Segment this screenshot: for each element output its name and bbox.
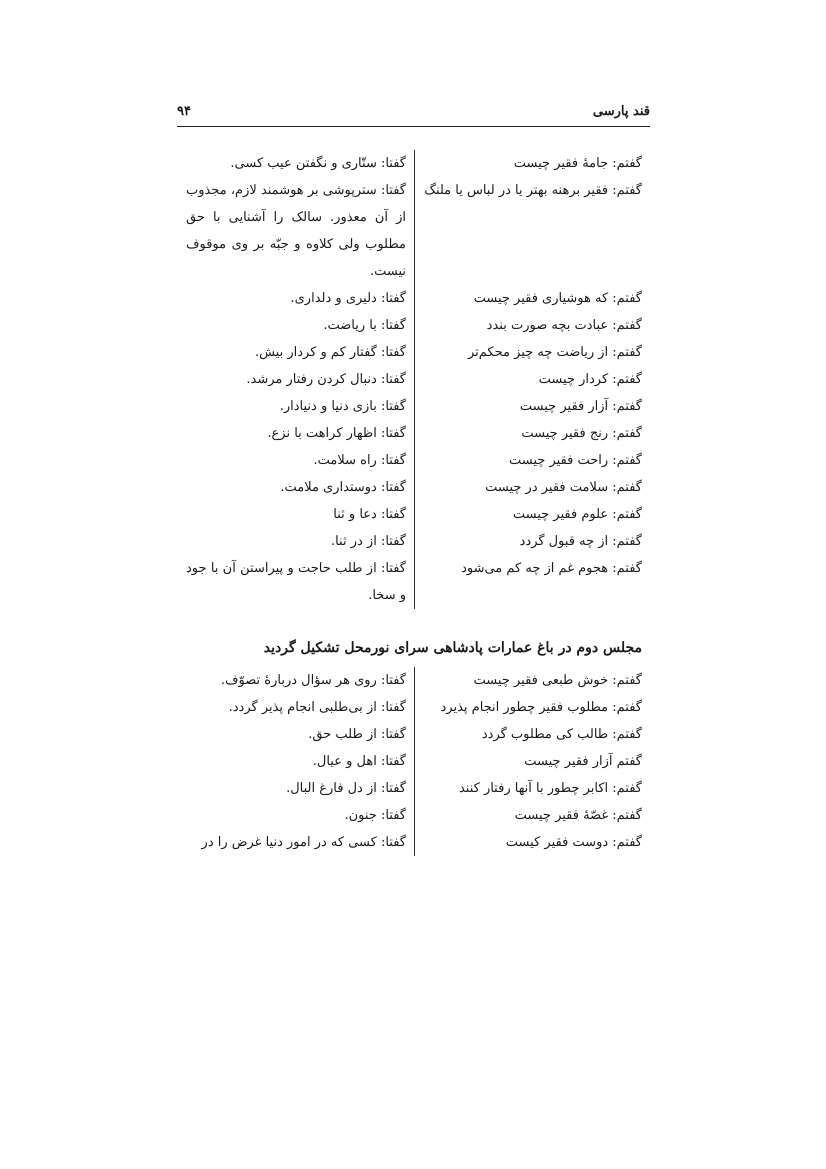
- answer-text: گفتا: ستر‌پوشی بر هوشمند لازم، مجذوب از آن معذور. سالک را آشنایی با حق مطلوب ولی کلاوه و جبّه بر وی موقوف نیست.: [186, 183, 406, 279]
- question-text: گفتم: از چه قبول گردد: [519, 534, 642, 549]
- page-header: [177, 104, 650, 127]
- column-divider: [414, 667, 415, 856]
- answer-text: گفتا: کسی که در امور دنیا غرض را در: [201, 835, 406, 850]
- running-header-title: قند پارسی: [592, 104, 650, 119]
- question-text: گفتم: راحت فقیر چیست: [508, 453, 642, 468]
- question-text: گفتم: غصّهٔ فقیر چیست: [514, 808, 642, 823]
- answer-text: گفتا: دوستداری ملامت.: [280, 480, 406, 495]
- answer-text: گفتا: اهل و عیال.: [312, 754, 406, 769]
- answer-text: گفتا: اظهار کراهت با نزع.: [267, 426, 406, 441]
- answer-text: گفتا: ستّاری و نگفتن عیب کسی.: [230, 156, 406, 171]
- answer-text: گفتا: از طلب حق.: [308, 727, 406, 742]
- answer-text: گفتا: جنون.: [344, 808, 406, 823]
- answer-text: گفتا: دعا و ثنا: [333, 507, 406, 522]
- question-text: گفتم: مطلوب فقیر چطور انجام پذیرد: [440, 700, 642, 715]
- page-number: ۹۴: [177, 104, 191, 119]
- answer-text: گفتا: دلیری و دلداری.: [290, 291, 406, 306]
- question-text: گفتم: اکابر چطور با آنها رفتار کنند: [458, 781, 642, 796]
- question-text: گفتم: کردار چیست: [538, 372, 642, 387]
- question-text: گفتم: آزار فقیر چیست: [519, 399, 642, 414]
- answer-text: گفتا: دنبال کردن رفتار مرشد.: [246, 372, 406, 387]
- answer-text: گفتا: از بی‌طلبی انجام پذیر گردد.: [228, 700, 406, 715]
- answer-text: گفتا: از طلب حاجت و پیراستن آن با جود و سخا.: [186, 561, 406, 603]
- answer-text: گفتا: گفتار کم و کردار بیش.: [254, 345, 406, 360]
- question-text: گفتم: عبادت بچه صورت بندد: [486, 318, 642, 333]
- question-text: گفتم: طالب کی مطلوب گردد: [481, 727, 642, 742]
- question-text: گفتم: هجوم غم از چه کم می‌شود: [461, 561, 642, 576]
- question-text: گفتم: علوم فقیر چیست: [512, 507, 642, 522]
- answer-text: گفتا: از در ثنا.: [330, 534, 406, 549]
- answer-text: گفتا: بازی دنیا و دنیادار.: [279, 399, 406, 414]
- question-text: گفتم آزار فقیر چیست: [524, 754, 642, 769]
- question-text: گفتم: سلامت فقیر در چیست: [485, 480, 642, 495]
- answer-text: گفتا: از دل فارغ البال.: [286, 781, 406, 796]
- section-heading: مجلس دوم در باغ عمارات پادشاهی سرای نورمحل تشکیل گردید: [263, 640, 642, 656]
- answer-text: گفتا: روی هر سؤال دربارهٔ تصوّف.: [220, 673, 406, 688]
- question-text: گفتم: خوش طبعی فقیر چیست: [473, 673, 642, 688]
- dialogue-part-1: [186, 150, 642, 609]
- question-text: گفتم: که هوشیاری فقیر چیست: [473, 291, 642, 306]
- question-text: گفتم: فقیر برهنه بهتر یا در لباس یا ملنگ: [424, 183, 642, 198]
- column-divider: [414, 150, 415, 609]
- answer-text: گفتا: راه سلامت.: [313, 453, 406, 468]
- question-text: گفتم: جامهٔ فقیر چیست: [513, 156, 642, 171]
- dialogue-part-2: [186, 667, 642, 856]
- question-text: گفتم: دوست فقیر کیست: [505, 835, 642, 850]
- answer-text: گفتا: با ریاضت.: [323, 318, 406, 333]
- question-text: گفتم: از ریاضت چه چیز محکم‌تر: [467, 345, 642, 360]
- question-text: گفتم: رنج فقیر چیست: [521, 426, 642, 441]
